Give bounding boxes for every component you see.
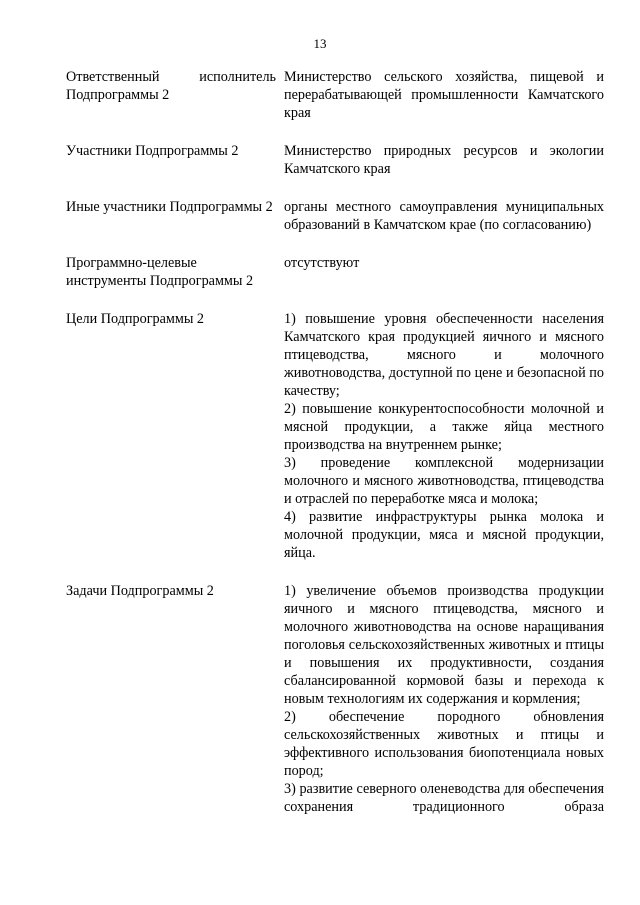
paragraph: 1) повышение уровня обеспеченности населения Камчатского края продукцией яичного и мясного птицеводства, мясного и молочного животноводства, доступной по цене и безопасной по качеству; bbox=[284, 311, 604, 399]
paragraph: 4) развитие инфраструктуры рынка молока и молочной продукции, мяса и мясной продукции, яйца. bbox=[284, 509, 604, 561]
row-label: Иные участники Подпрограммы 2 bbox=[66, 199, 273, 215]
row-value bbox=[284, 582, 604, 816]
row-value bbox=[284, 254, 604, 290]
row-label: Участники Подпрограммы 2 bbox=[66, 143, 239, 159]
table-row bbox=[66, 198, 604, 234]
paragraph: 2) повышение конкурентоспособности молочной и мясной продукции, а также яйца местного производства на внутреннем рынке; bbox=[284, 401, 604, 453]
paragraph: 3) проведение комплексной модернизации молочного и мясного животноводства, птицеводства и отраслей по переработке мяса и молока; bbox=[284, 455, 604, 507]
paragraph: Министерство природных ресурсов и экологии Камчатского края bbox=[284, 143, 604, 177]
row-label: Цели Подпрограммы 2 bbox=[66, 311, 205, 327]
paragraph: 2) обеспечение породного обновления сельскохозяйственных животных и птицы и эффективного использования биопотенциала новых пород; bbox=[284, 709, 604, 779]
paragraph: отсутствуют bbox=[284, 255, 360, 271]
table-row bbox=[66, 254, 604, 290]
paragraph: органы местного самоуправления муниципальных образований в Камчатском крае (по согласованию) bbox=[284, 199, 604, 233]
page-number: 13 bbox=[313, 36, 327, 51]
paragraph: Министерство сельского хозяйства, пищевой и перерабатывающей промышленности Камчатского края bbox=[284, 69, 604, 121]
row-label: Задачи Подпрограммы 2 bbox=[66, 583, 214, 599]
paragraph: 1) увеличение объемов производства продукции яичного и мясного птицеводства, мясного и молочного животноводства на основе наращивания поголовья сельскохозяйственных животных и птицы и повышения их продуктивности, создания сбалансированной кормовой базы и перехода к новым технологиям их содержания и кормления; bbox=[284, 583, 604, 707]
table-row bbox=[66, 68, 604, 122]
table-row bbox=[66, 582, 604, 816]
passport-table bbox=[66, 68, 604, 836]
row-value bbox=[284, 68, 604, 122]
row-value bbox=[284, 310, 604, 562]
table-row bbox=[66, 142, 604, 178]
row-value bbox=[284, 198, 604, 234]
row-label: Программно-целевые инструменты Подпрограммы 2 bbox=[66, 255, 254, 289]
row-label: Ответственный исполнитель Подпрограммы 2 bbox=[66, 69, 276, 103]
row-value bbox=[284, 142, 604, 178]
paragraph: 3) развитие северного оленеводства для обеспечения сохранения традиционного образа bbox=[284, 781, 604, 815]
table-row bbox=[66, 310, 604, 562]
